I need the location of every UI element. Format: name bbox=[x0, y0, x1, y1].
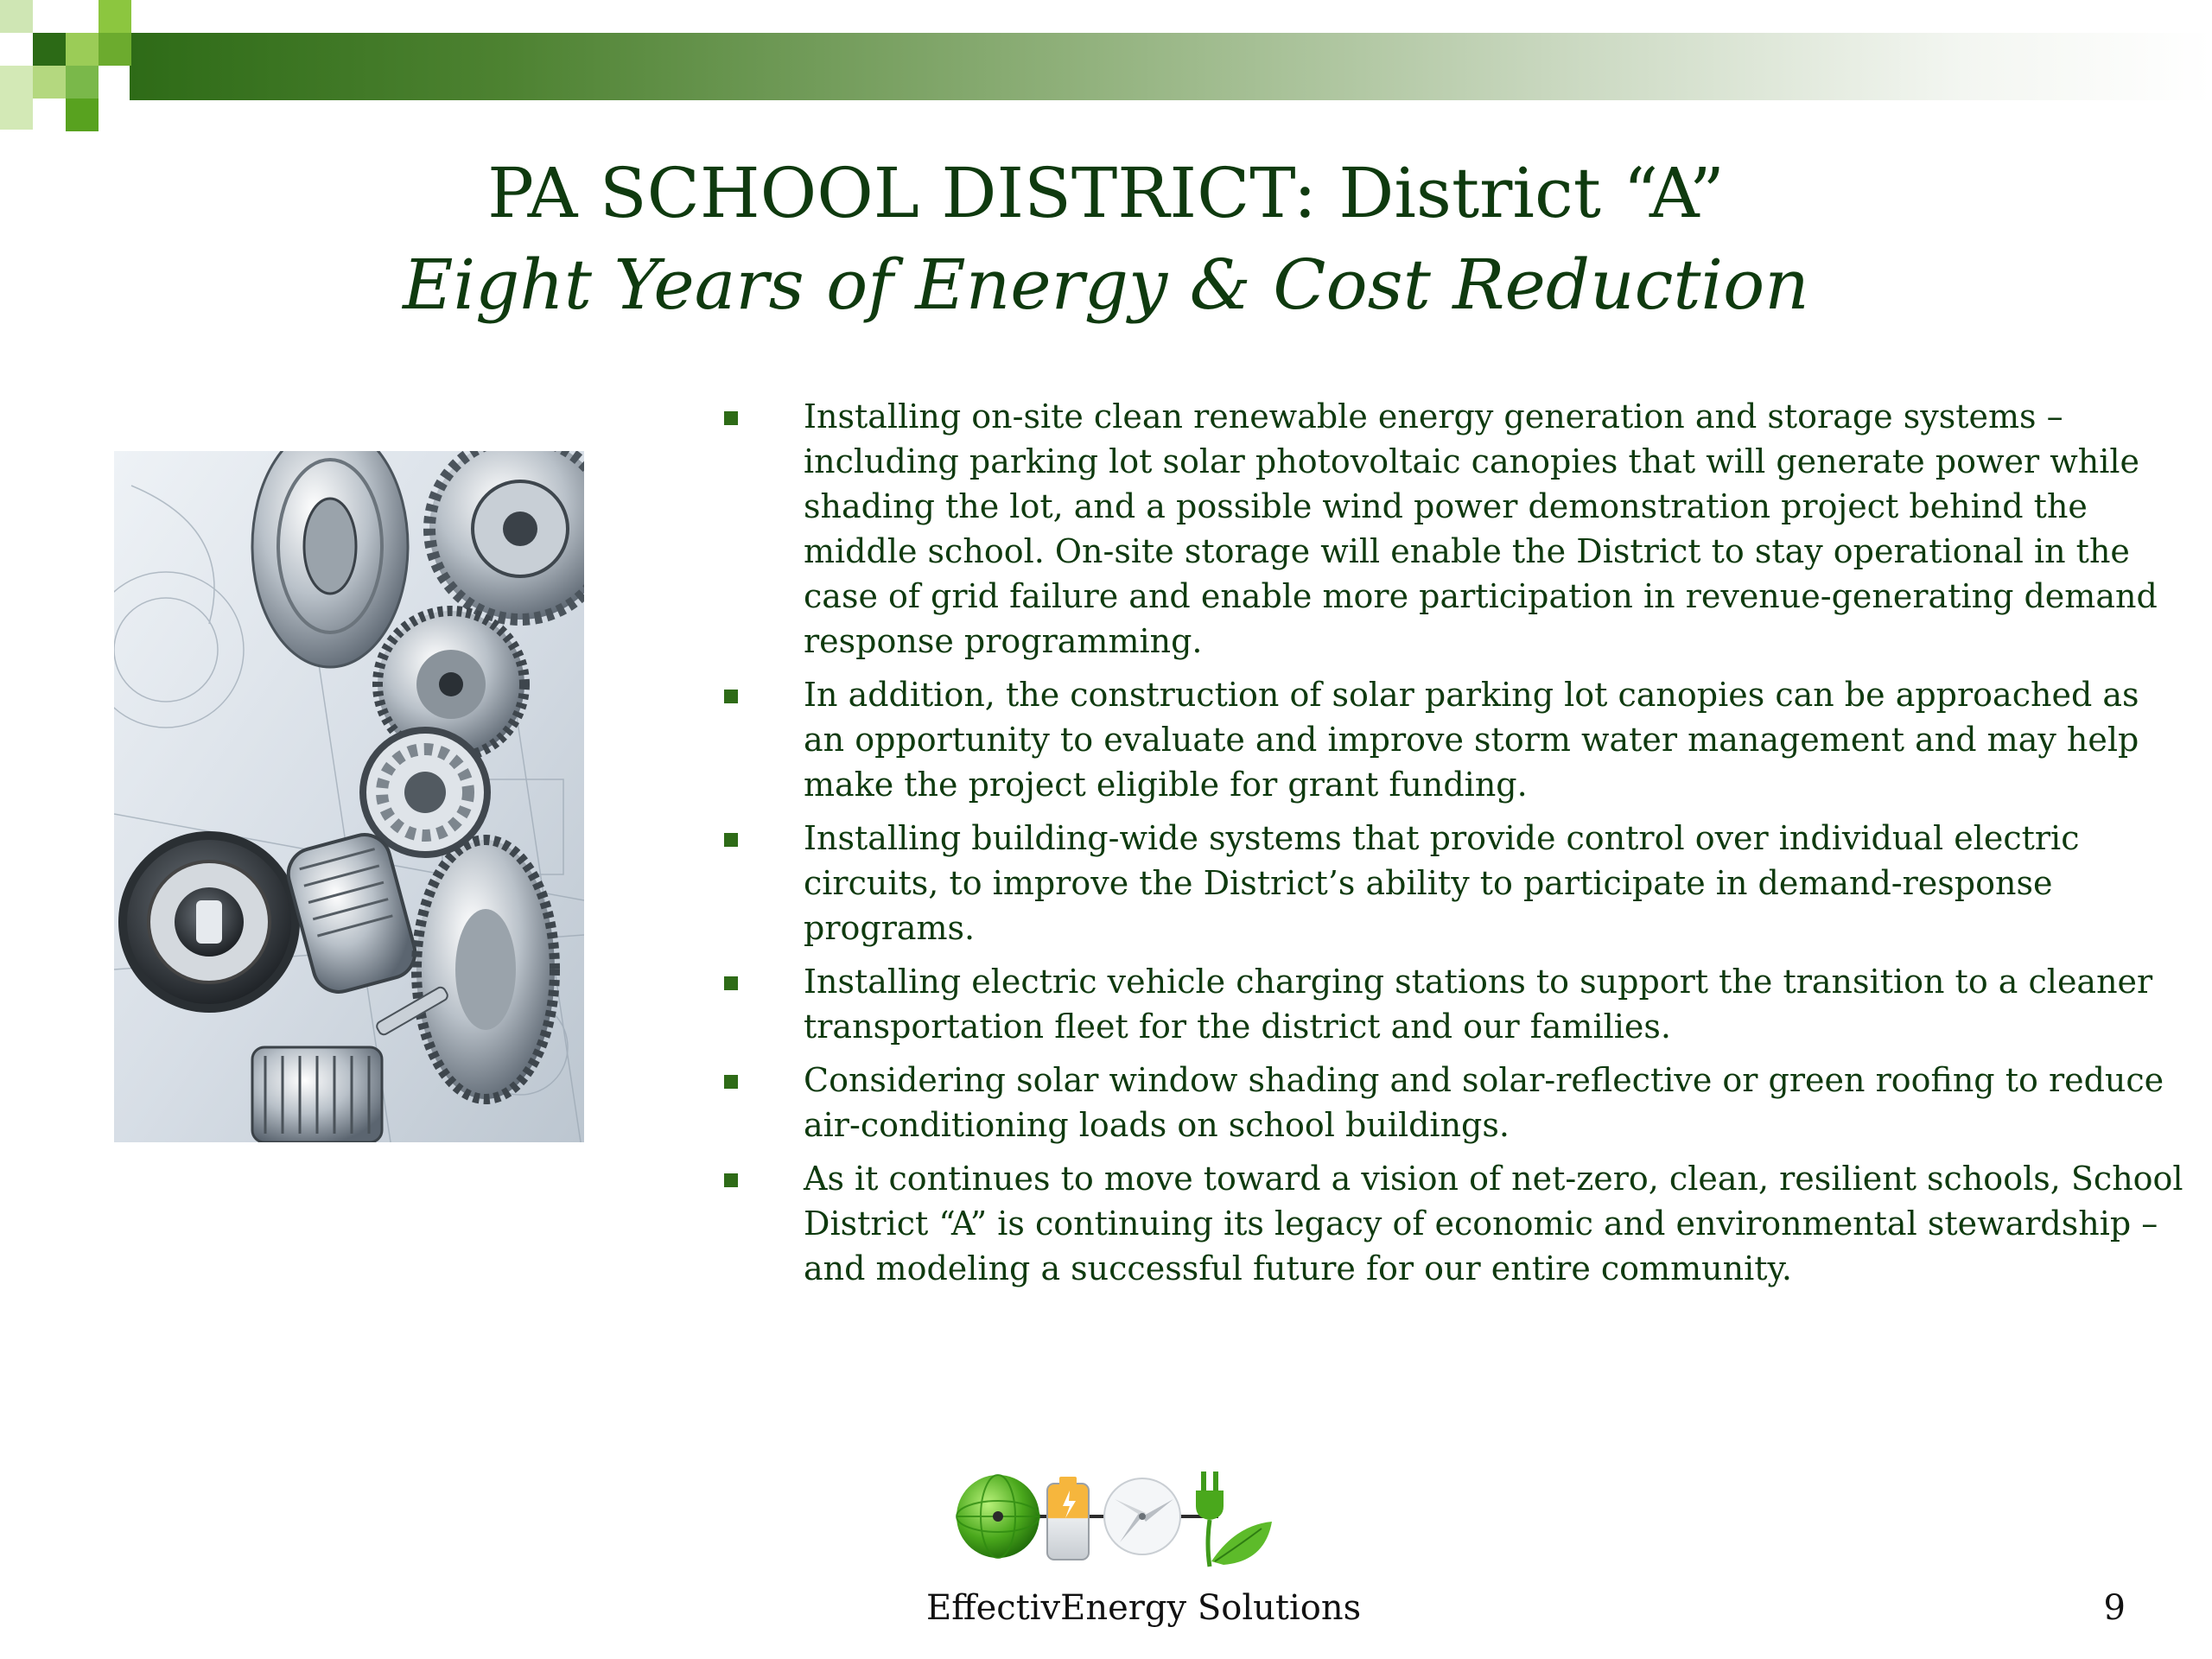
footer-company-name: EffectivEnergy Solutions bbox=[926, 1588, 1362, 1628]
bullet-list bbox=[717, 394, 2186, 1300]
header-square bbox=[99, 33, 131, 66]
bullet-text: As it continues to move toward a vision of net-zero, clean, resilient schools, School District “A” is continuing its legacy of economic and environmental stewardship – and modeling a successful future for our entire community. bbox=[804, 1160, 2183, 1287]
list-item bbox=[717, 672, 2186, 807]
header-square bbox=[66, 33, 99, 66]
bullet-square-icon bbox=[724, 690, 738, 703]
company-logo bbox=[950, 1465, 1279, 1568]
bullet-text: Installing electric vehicle charging stations to support the transition to a cleaner transportation fleet for the district and our families. bbox=[804, 963, 2153, 1046]
header-gradient-bar bbox=[130, 33, 2212, 100]
header-square bbox=[66, 99, 99, 131]
list-item bbox=[717, 1156, 2186, 1291]
header-decoration bbox=[0, 0, 2212, 138]
bullet-text: In addition, the construction of solar parking lot canopies can be approached as an opportunity to evaluate and improve storm water management and may help make the project eligible for grant funding. bbox=[804, 676, 2139, 804]
header-square bbox=[0, 0, 33, 33]
header-square bbox=[99, 0, 131, 33]
bullet-square-icon bbox=[724, 833, 738, 847]
ev-plug-leaf-icon bbox=[1196, 1471, 1272, 1567]
list-item bbox=[717, 1058, 2186, 1147]
header-square bbox=[33, 66, 66, 99]
bullet-square-icon bbox=[724, 1075, 738, 1089]
list-item bbox=[717, 394, 2186, 664]
slide-title: PA SCHOOL DISTRICT: District “A” bbox=[487, 153, 1725, 233]
header-square bbox=[33, 33, 66, 66]
list-item bbox=[717, 959, 2186, 1049]
bullet-text: Installing building-wide systems that provide control over individual electric circuits, to improve the District’s ability to participate in demand-response programs. bbox=[804, 819, 2080, 947]
battery-icon bbox=[1047, 1477, 1089, 1560]
list-item bbox=[717, 816, 2186, 950]
globe-icon bbox=[957, 1475, 1039, 1558]
slide-subtitle: Eight Years of Energy & Cost Reduction bbox=[403, 245, 1809, 325]
bullet-text: Considering solar window shading and solar-reflective or green roofing to reduce air-conditioning loads on school buildings. bbox=[804, 1061, 2164, 1144]
header-square bbox=[66, 66, 99, 99]
bullet-square-icon bbox=[724, 976, 738, 990]
header-square bbox=[0, 66, 33, 130]
bullet-text: Installing on-site clean renewable energy generation and storage systems – including parking lot solar photovoltaic canopies that will generate power while shading the lot, and a possible wind power demonstration project behind the middle school. On-site storage will enable the District to stay operational in the case of grid failure and enable more participation in revenue-generating demand response programming. bbox=[804, 397, 2158, 660]
page-number: 9 bbox=[2103, 1588, 2126, 1628]
wind-turbine-icon bbox=[1104, 1478, 1180, 1554]
gears-illustration bbox=[114, 451, 584, 1142]
bullet-square-icon bbox=[724, 1173, 738, 1187]
bullet-square-icon bbox=[724, 411, 738, 425]
